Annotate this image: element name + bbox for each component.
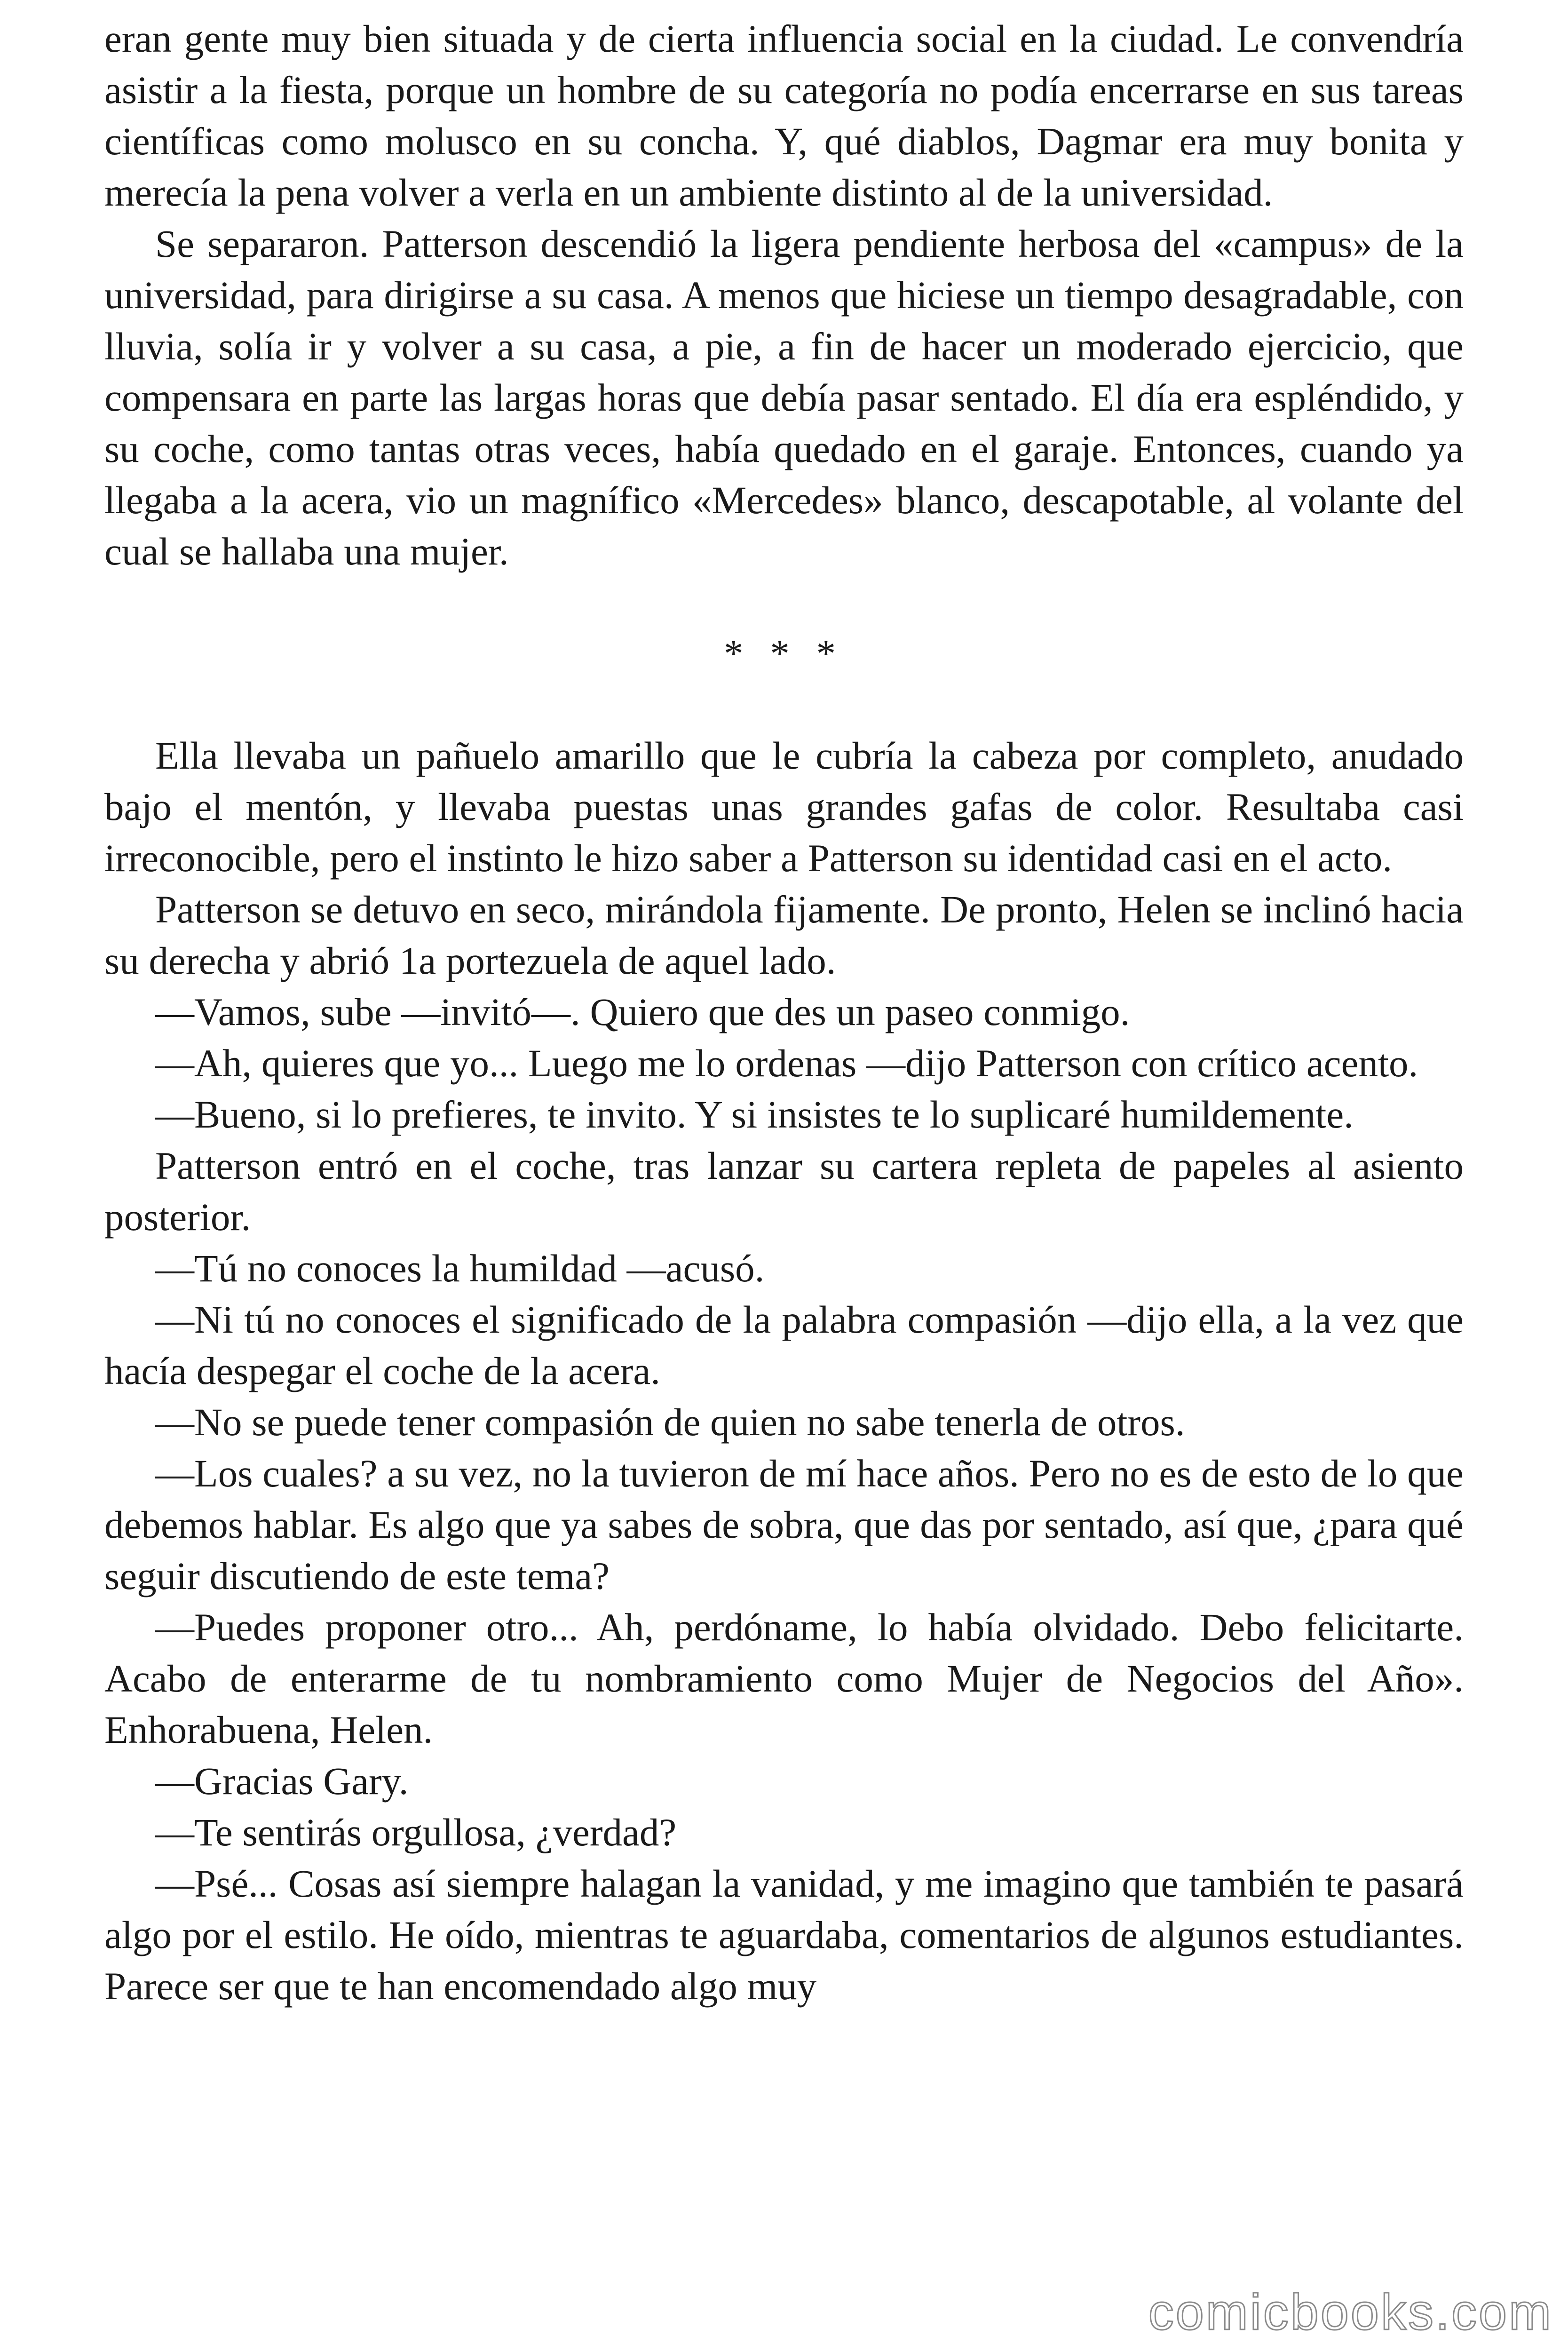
dialogue-line: —Ni tú no conoces el significado de la palabra compasión —dijo ella, a la vez que hacía despegar el coche de la acera.: [104, 1298, 1464, 1392]
dialogue-line: —Tú no conoces la humildad —acusó.: [155, 1247, 765, 1290]
dialogue-line: —No se puede tener compasión de quien no sabe tenerla de otros.: [155, 1400, 1185, 1444]
paragraph: Patterson se detuvo en seco, mirándola fijamente. De pronto, Helen se inclinó hacia su derecha y abrió 1a portezuela de aquel lado.: [104, 888, 1464, 982]
page-body: [104, 13, 1464, 2012]
dialogue-line: —Los cuales? a su vez, no la tuvieron de mí hace años. Pero no es de esto de lo que debemos hablar. Es algo que ya sabes de sobra, que das por sentado, así que, ¿para qué seguir discutiendo de este tema?: [104, 1452, 1464, 1597]
dialogue-line: —Gracias Gary.: [155, 1759, 409, 1803]
dialogue-line: —Te sentirás orgullosa, ¿verdad?: [155, 1811, 677, 1854]
paragraph: Ella llevaba un pañuelo amarillo que le cubría la cabeza por completo, anudado bajo el mentón, y llevaba puestas unas grandes gafas de color. Resultaba casi irreconocible, pero el instinto le hizo saber a Patterson su identidad casi en el acto.: [104, 734, 1464, 880]
dialogue-line: —Bueno, si lo prefieres, te invito. Y si insistes te lo suplicaré humildemente.: [155, 1093, 1354, 1136]
section-break: * * *: [724, 632, 844, 675]
dialogue-line: —Vamos, sube —invitó—. Quiero que des un paseo conmigo.: [155, 990, 1130, 1033]
watermark: comicbooks.com: [1148, 2283, 1553, 2340]
dialogue-line: —Puedes proponer otro... Ah, perdóname, lo había olvidado. Debo felicitarte. Acabo de enterarme de tu nombramiento como Mujer de Negocios del Año». Enhorabuena, Helen.: [104, 1605, 1464, 1751]
paragraph: Se separaron. Patterson descendió la ligera pendiente herbosa del «campus» de la universidad, para dirigirse a su casa. A menos que hiciese un tiempo desagradable, con lluvia, solía ir y volver a su casa, a pie, a fin de hacer un moderado ejercicio, que compensara en parte las largas horas que debía pasar sentado. El día era espléndido, y su coche, como tantas otras veces, había quedado en el garaje. Entonces, cuando ya llegaba a la acera, vio un magnífico «Mercedes» blanco, descapotable, al volante del cual se hallaba una mujer.: [104, 222, 1464, 573]
paragraph: Patterson entró en el coche, tras lanzar su cartera repleta de papeles al asiento posterior.: [104, 1144, 1464, 1239]
dialogue-line: —Ah, quieres que yo... Luego me lo ordenas —dijo Patterson con crítico acento.: [155, 1041, 1418, 1085]
paragraph: eran gente muy bien situada y de cierta influencia social en la ciudad. Le convendría asistir a la fiesta, porque un hombre de su categoría no podía encerrarse en sus tareas científicas como molusco en su concha. Y, qué diablos, Dagmar era muy bonita y merecía la pena volver a verla en un ambiente distinto al de la universidad.: [104, 17, 1464, 214]
dialogue-line: —Psé... Cosas así siempre halagan la vanidad, y me imagino que también te pasará algo por el estilo. He oído, mientras te aguardaba, comentarios de algunos estudiantes. Parece ser que te han encomendado algo muy: [104, 1862, 1464, 2008]
